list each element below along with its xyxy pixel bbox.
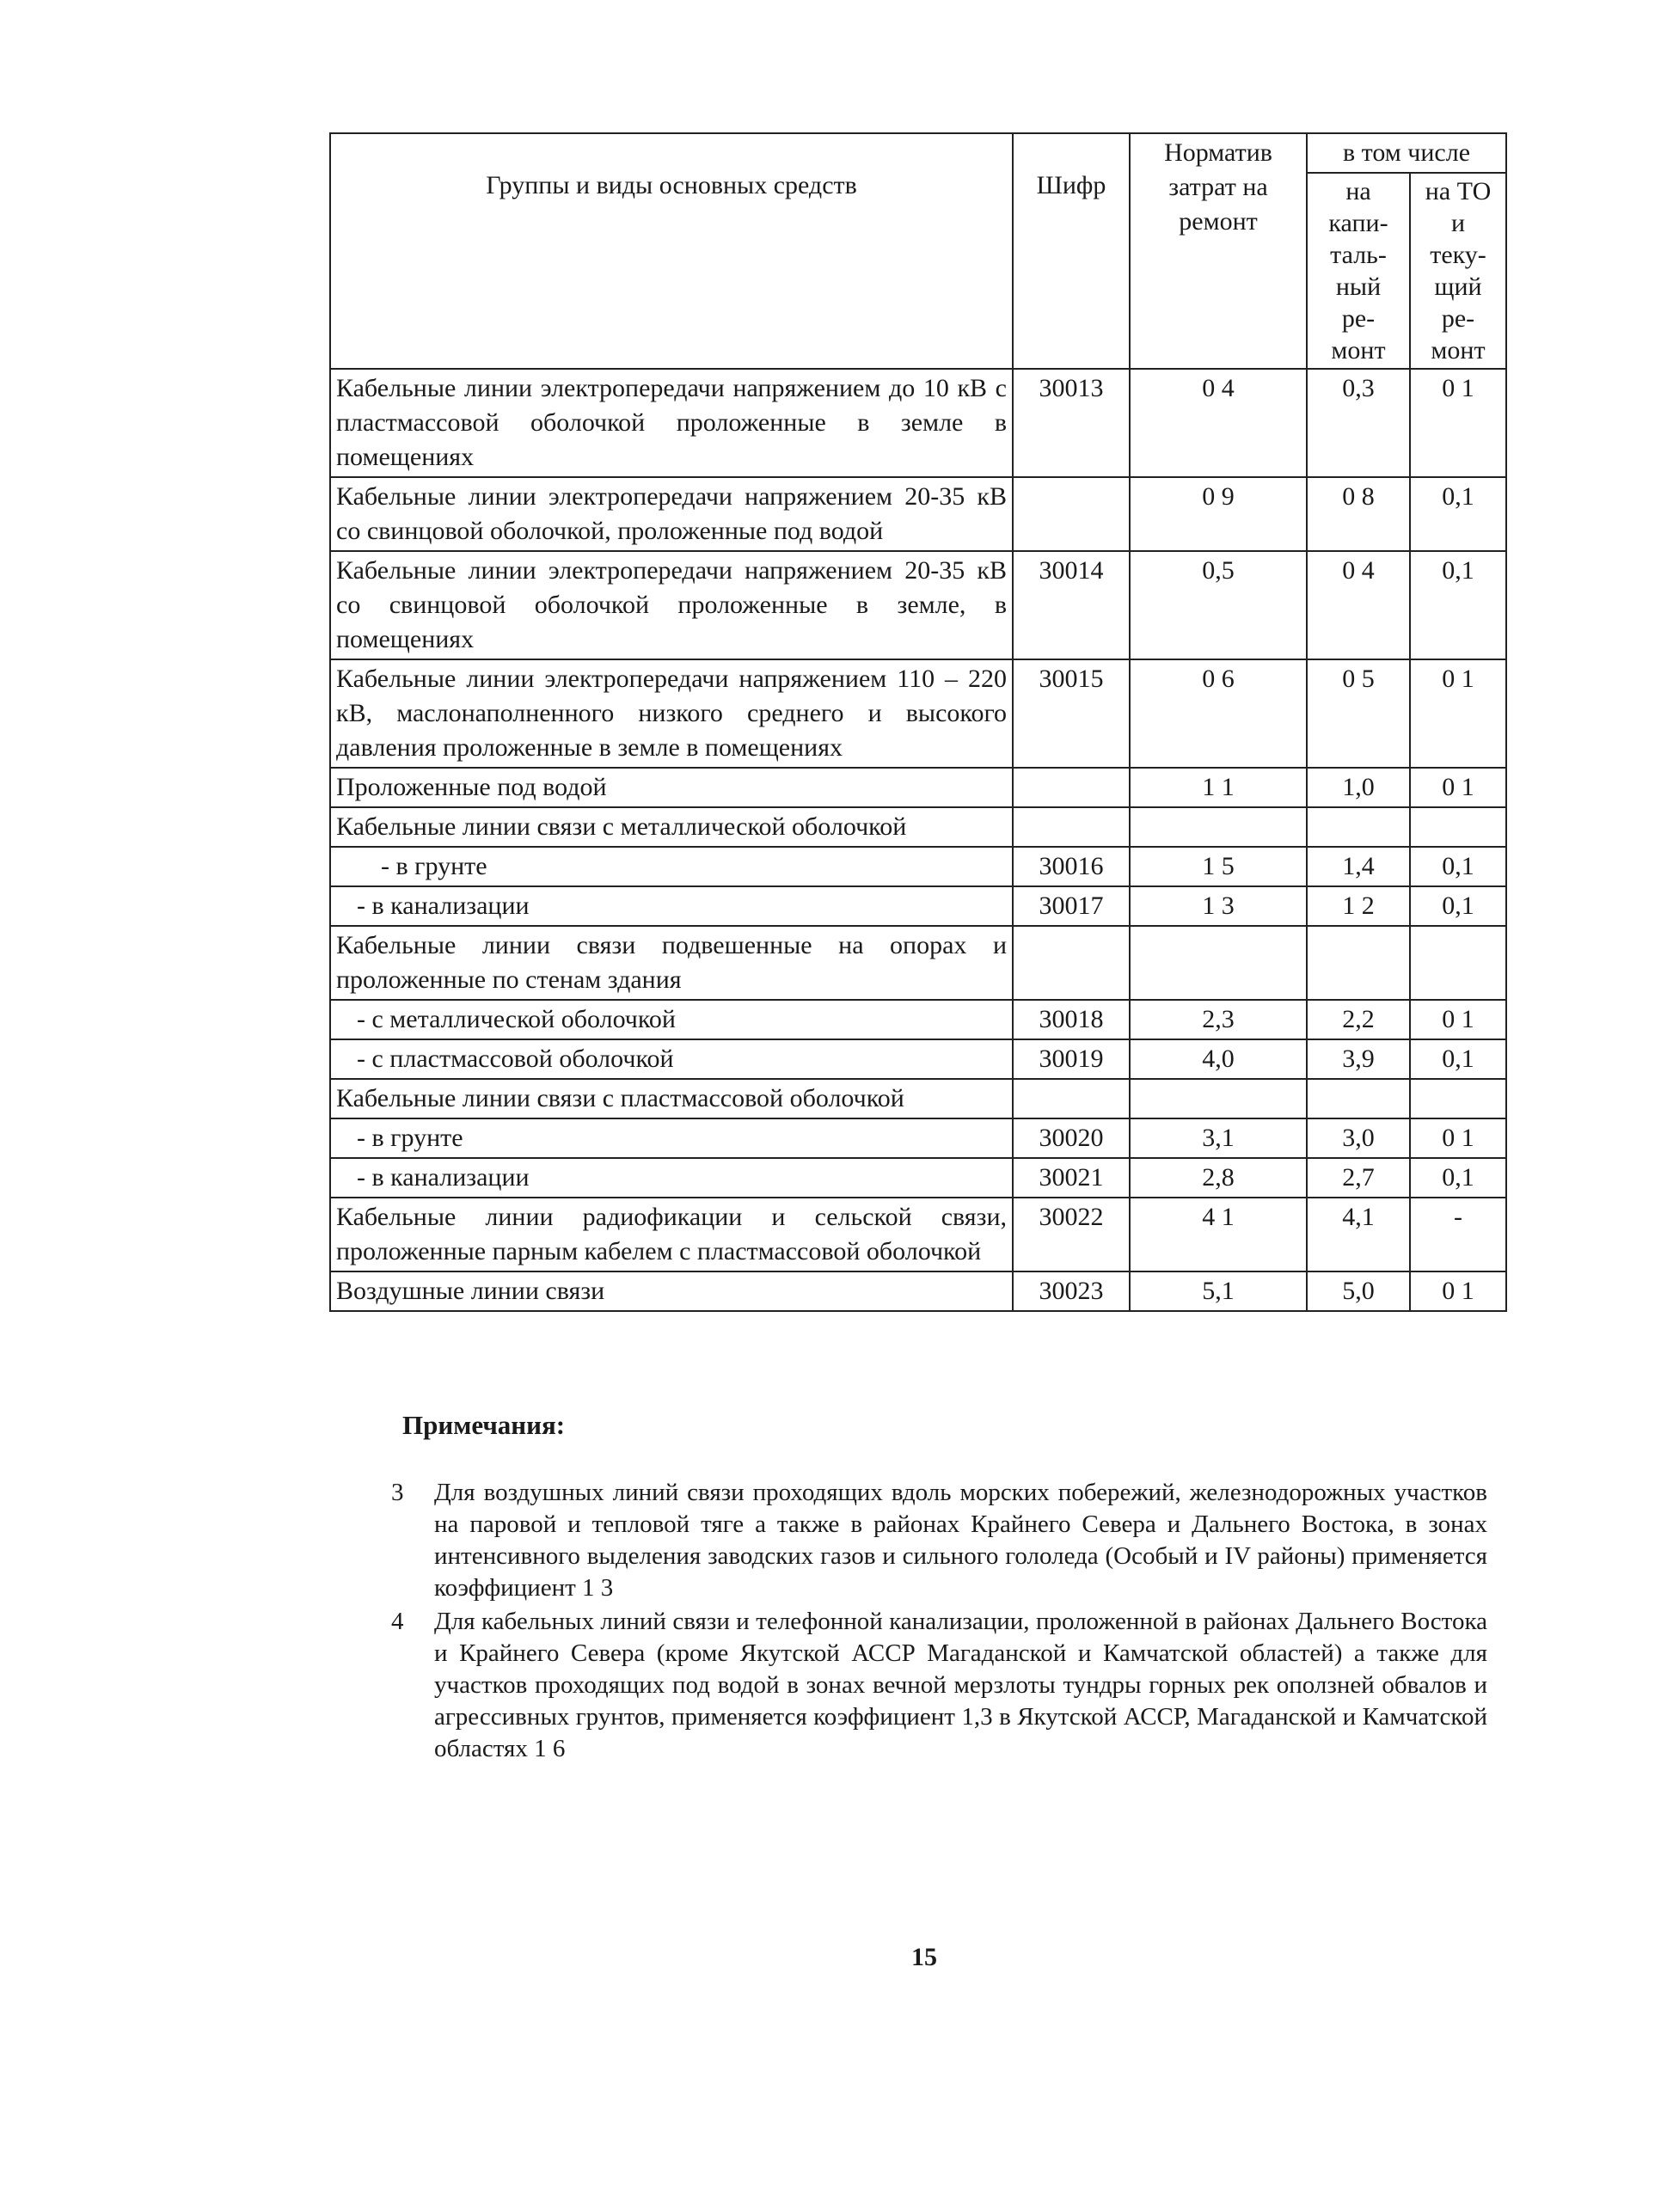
row-capital xyxy=(1307,926,1410,1000)
row-name: Кабельные линии радиофикации и сельской связи, проложенные парным кабелем с пластмассовой оболочкой xyxy=(330,1198,1013,1271)
row-name: Кабельные линии связи с пластмассовой оболочкой xyxy=(330,1079,1013,1118)
row-maint xyxy=(1410,807,1506,847)
row-capital: 1,4 xyxy=(1307,847,1410,886)
row-capital xyxy=(1307,807,1410,847)
table-row xyxy=(330,659,1506,768)
row-maint: 0,1 xyxy=(1410,847,1506,886)
row-code xyxy=(1013,807,1130,847)
table-row xyxy=(330,477,1506,551)
row-maint: 0 1 xyxy=(1410,1000,1506,1039)
row-maint: - xyxy=(1410,1198,1506,1271)
table-row xyxy=(330,551,1506,659)
row-name: Кабельные линии электропередачи напряжением до 10 кВ с пластмассовой оболочкой проложенные в земле в помещениях xyxy=(330,369,1013,477)
row-capital: 2,7 xyxy=(1307,1158,1410,1198)
table-row xyxy=(330,1000,1506,1039)
row-maint: 0 1 xyxy=(1410,369,1506,477)
row-maint: 0,1 xyxy=(1410,477,1506,551)
row-norm: 4 1 xyxy=(1130,1198,1307,1271)
row-maint: 0 1 xyxy=(1410,768,1506,807)
row-norm: 0 4 xyxy=(1130,369,1307,477)
row-maint: 0,1 xyxy=(1410,551,1506,659)
table-row xyxy=(330,768,1506,807)
row-maint xyxy=(1410,1079,1506,1118)
row-maint: 0 1 xyxy=(1410,659,1506,768)
row-name: - с металлической оболочкой xyxy=(330,1000,1013,1039)
header-including: в том числе xyxy=(1307,133,1506,173)
row-name: Кабельные линии электропередачи напряжением 110 – 220 кВ, маслонаполненного низкого среднего и высокого давления проложенные в земле в помещениях xyxy=(330,659,1013,768)
row-name: - в грунте xyxy=(330,1118,1013,1158)
notes-title: Примечания: xyxy=(402,1410,566,1440)
row-norm: 5,1 xyxy=(1130,1271,1307,1311)
row-norm: 1 3 xyxy=(1130,886,1307,926)
row-norm: 0,5 xyxy=(1130,551,1307,659)
row-norm xyxy=(1130,1079,1307,1118)
row-code xyxy=(1013,1079,1130,1118)
row-capital xyxy=(1307,1079,1410,1118)
row-code: 30020 xyxy=(1013,1118,1130,1158)
note-item xyxy=(391,1477,1487,1604)
row-name: Воздушные линии связи xyxy=(330,1271,1013,1311)
table-header-row xyxy=(330,133,1506,173)
row-name: Кабельные линии связи подвешенные на опорах и проложенные по стенам здания xyxy=(330,926,1013,1000)
row-code: 30014 xyxy=(1013,551,1130,659)
row-code: 30021 xyxy=(1013,1158,1130,1198)
page-number: 15 xyxy=(911,1943,937,1971)
notes-list xyxy=(391,1477,1487,1767)
row-norm: 1 1 xyxy=(1130,768,1307,807)
row-norm: 4,0 xyxy=(1130,1039,1307,1079)
row-capital: 5,0 xyxy=(1307,1271,1410,1311)
row-capital: 0 4 xyxy=(1307,551,1410,659)
row-name: - в грунте xyxy=(330,847,1013,886)
row-norm xyxy=(1130,807,1307,847)
row-norm xyxy=(1130,926,1307,1000)
table-body xyxy=(330,369,1506,1311)
row-name: Кабельные линии связи с металлической оболочкой xyxy=(330,807,1013,847)
row-code: 30018 xyxy=(1013,1000,1130,1039)
table-row xyxy=(330,1158,1506,1198)
row-code xyxy=(1013,926,1130,1000)
table-row xyxy=(330,1271,1506,1311)
row-capital: 3,9 xyxy=(1307,1039,1410,1079)
row-name: Кабельные линии электропередачи напряжением 20-35 кВ со свинцовой оболочкой проложенные в земле, в помещениях xyxy=(330,551,1013,659)
note-number: 3 xyxy=(391,1479,404,1506)
row-norm: 0 6 xyxy=(1130,659,1307,768)
table-row xyxy=(330,926,1506,1000)
repair-norms-table xyxy=(329,132,1507,1312)
row-name: - в канализации xyxy=(330,1158,1013,1198)
row-norm: 0 9 xyxy=(1130,477,1307,551)
table-row xyxy=(330,886,1506,926)
row-code: 30016 xyxy=(1013,847,1130,886)
row-code: 30022 xyxy=(1013,1198,1130,1271)
row-code xyxy=(1013,768,1130,807)
row-code xyxy=(1013,477,1130,551)
note-text: Для воздушных линий связи проходящих вдоль морских побережий, железнодорожных участков на паровой и тепловой тяге а также в районах Крайнего Севера и Дальнего Востока, в зонах интенсивного выделения заводских газов и сильного гололеда (Особый и IV районы) применяется коэффициент 1 3 xyxy=(434,1479,1487,1602)
row-code: 30023 xyxy=(1013,1271,1130,1311)
row-capital: 1 2 xyxy=(1307,886,1410,926)
row-code: 30017 xyxy=(1013,886,1130,926)
note-number: 4 xyxy=(391,1608,404,1635)
header-norm: Норматив затрат на ремонт xyxy=(1130,133,1307,369)
row-norm: 2,3 xyxy=(1130,1000,1307,1039)
row-code: 30019 xyxy=(1013,1039,1130,1079)
table-row xyxy=(330,847,1506,886)
row-norm: 1 5 xyxy=(1130,847,1307,886)
row-capital: 0 5 xyxy=(1307,659,1410,768)
table-row xyxy=(330,1198,1506,1271)
row-norm: 3,1 xyxy=(1130,1118,1307,1158)
row-name: Кабельные линии электропередачи напряжением 20-35 кВ со свинцовой оболочкой, проложенные под водой xyxy=(330,477,1013,551)
row-maint: 0 1 xyxy=(1410,1118,1506,1158)
table-row xyxy=(330,1118,1506,1158)
table-row xyxy=(330,1079,1506,1118)
table-row xyxy=(330,1039,1506,1079)
row-capital: 4,1 xyxy=(1307,1198,1410,1271)
row-name: Проложенные под водой xyxy=(330,768,1013,807)
table-row xyxy=(330,807,1506,847)
row-maint: 0,1 xyxy=(1410,886,1506,926)
row-capital: 2,2 xyxy=(1307,1000,1410,1039)
row-capital: 1,0 xyxy=(1307,768,1410,807)
header-code: Шифр xyxy=(1013,133,1130,369)
row-maint: 0 1 xyxy=(1410,1271,1506,1311)
header-group: Группы и виды основных средств xyxy=(330,133,1013,369)
row-maint: 0,1 xyxy=(1410,1158,1506,1198)
row-name: - с пластмассовой оболочкой xyxy=(330,1039,1013,1079)
row-code: 30013 xyxy=(1013,369,1130,477)
row-capital: 3,0 xyxy=(1307,1118,1410,1158)
table-row xyxy=(330,369,1506,477)
row-maint: 0,1 xyxy=(1410,1039,1506,1079)
row-capital: 0,3 xyxy=(1307,369,1410,477)
row-norm: 2,8 xyxy=(1130,1158,1307,1198)
row-maint xyxy=(1410,926,1506,1000)
row-name: - в канализации xyxy=(330,886,1013,926)
row-capital: 0 8 xyxy=(1307,477,1410,551)
note-item xyxy=(391,1606,1487,1765)
row-code: 30015 xyxy=(1013,659,1130,768)
header-capital: на капи-таль-ный ре-монт xyxy=(1307,173,1410,369)
header-maintenance: на ТО и теку-щий ре-монт xyxy=(1410,173,1506,369)
note-text: Для кабельных линий связи и телефонной канализации, проложенной в районах Дальнего Востока и Крайнего Севера (кроме Якутской АССР Магаданской и Камчатской областей) а также для участков проходящих под водой в зонах вечной мерзлоты тундры горных рек оползней обвалов и агрессивных грунтов, применяется коэффициент 1,3 в Якутской АССР, Магаданской и Камчатской областях 1 6 xyxy=(434,1608,1487,1762)
